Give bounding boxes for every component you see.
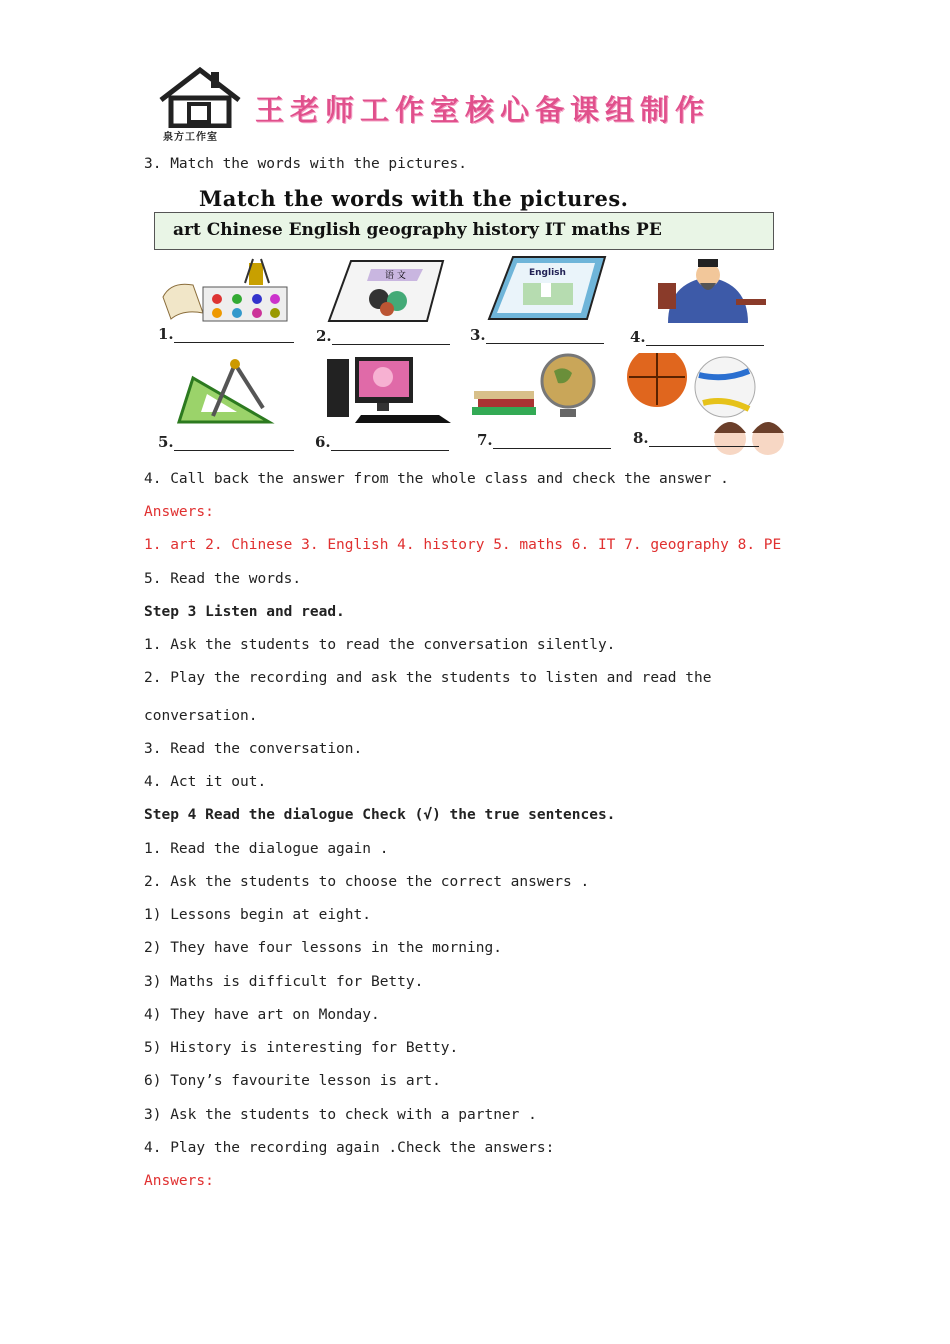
instruction-call-back: 4. Call back the answer from the whole class and check the answer . — [144, 471, 729, 487]
sentence-6: 6) Tony’s favourite lesson is art. — [144, 1073, 441, 1089]
step-3-heading: Step 3 Listen and read. — [144, 604, 345, 620]
blank-4: 4. — [630, 328, 764, 346]
step-4-item-4: 4. Play the recording again .Check the answers: — [144, 1140, 555, 1156]
step-3-item-2: 2. Play the recording and ask the students to listen and read the — [144, 670, 712, 686]
step-4-item-1: 1. Read the dialogue again . — [144, 841, 389, 857]
step-3-item-1: 1. Ask the students to read the conversation silently. — [144, 637, 616, 653]
word-box — [154, 212, 774, 250]
answers-list: 1. art 2. Chinese 3. English 4. history 5. maths 6. IT 7. geography 8. PE — [144, 537, 782, 553]
header-banner — [155, 66, 805, 144]
match-title: Match the words with the pictures. — [199, 186, 629, 211]
instruction-match: 3. Match the words with the pictures. — [144, 156, 468, 172]
blank-8: 8. — [633, 429, 759, 447]
english-book-picture — [483, 253, 618, 323]
sentence-3: 3) Maths is difficult for Betty. — [144, 974, 424, 990]
maths-tools-picture — [173, 358, 308, 428]
blank-1: 1. — [158, 325, 294, 343]
computer-picture — [321, 355, 456, 425]
step-3-item-2-cont: conversation. — [144, 708, 258, 724]
globe-books-picture — [468, 351, 603, 421]
answers-heading: Answers: — [144, 504, 214, 520]
sentence-2: 2) They have four lessons in the morning. — [144, 940, 502, 956]
step-4-heading: Step 4 Read the dialogue Check (√) the true sentences. — [144, 807, 616, 823]
answers-heading-2: Answers: — [144, 1173, 214, 1189]
sentence-5: 5) History is interesting for Betty. — [144, 1040, 459, 1056]
step-4-item-3: 3) Ask the students to check with a partner . — [144, 1107, 537, 1123]
match-exercise-image — [143, 183, 790, 455]
sentence-4: 4) They have art on Monday. — [144, 1007, 380, 1023]
blank-7: 7. — [477, 431, 611, 449]
banner-title: 王老师工作室核心备课组制作 — [255, 93, 711, 127]
chinese-book-picture — [323, 255, 458, 325]
blank-6: 6. — [315, 433, 449, 451]
book-label-chinese: 语 文 — [385, 271, 406, 281]
logo-caption: 泉方工作室 — [163, 132, 218, 143]
book-label-english: English — [529, 268, 566, 278]
blank-2: 2. — [316, 327, 450, 345]
step-3-item-3: 3. Read the conversation. — [144, 741, 363, 757]
history-figure-picture — [648, 253, 783, 323]
word-list: art Chinese English geography history IT maths PE — [173, 220, 662, 240]
sentence-1: 1) Lessons begin at eight. — [144, 907, 371, 923]
step-4-item-2: 2. Ask the students to choose the correct answers . — [144, 874, 590, 890]
instruction-read-words: 5. Read the words. — [144, 571, 302, 587]
step-3-item-4: 4. Act it out. — [144, 774, 267, 790]
blank-5: 5. — [158, 433, 294, 451]
blank-3: 3. — [470, 326, 604, 344]
art-palette-picture — [157, 257, 292, 327]
